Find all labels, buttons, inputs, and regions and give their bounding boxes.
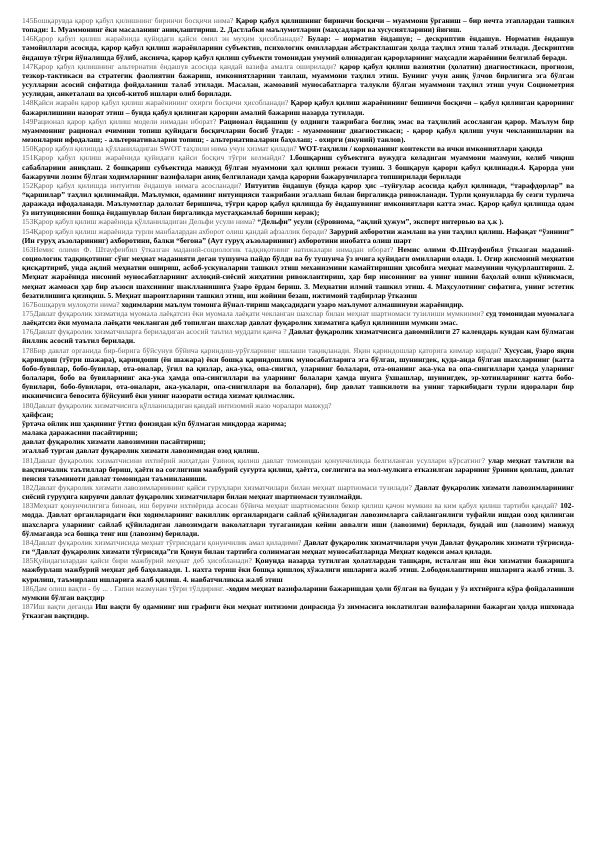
answer-text: 102-модда. Давлат органларидаги ёки ходимларнинг вакиллик органларидаги сайлаб қўйиладиган лавозимларга сайланганлиги туфайли ишдан озод қилинган шахсларга уларнинг сайлаб қўйиладиган лавозимдаги ваколатлари тугаганидан кейин аввалги иши (лавозими) берилади, бундай иш (лавозим) мавжуд бўлмаганда эса бошқа тенг иш (лавозим) берилади. (22, 501, 574, 538)
answer-list-item: ҳайфсан; (22, 409, 54, 419)
question-text: 153Қарор қабул қилиш жараёнида қўлланиладиган Дельфи усули нима? (22, 217, 256, 227)
question-text: 167Бошқарув мулоқоти нима? (22, 299, 120, 309)
answer-text: қарор қабул қилиш вазиятни (ҳолатни) диагностикаси, прогнози, тезкор-тактикаси ва стратегик фаолиятни бажариш, имкониятларини танлаш, муаммони таҳлил этиш. Бунинг учун аниқ ўлчов бирлигига эга бўлган усулларни асосий сифатида фойдаланиш талаб этилади. Масалан, жамоавий муносабатларга талукли бўлган муаммони таҳлил этиш учун Социометрия усулидан, анкеталаш ва ҳисоб-китоб ишлари олиб борилади. (22, 61, 574, 99)
answer-text: Давлат фуқаролик хизмати лавозимларининг сиёсий гуруҳига кирувчи давлат фуқаролик хизматчилари билан меҳнат шартномаси тузилмайди. (22, 482, 574, 502)
qa-entry (22, 227, 574, 245)
answer-text: Зарурий ахборотни жамлаш ва уни таҳлил қилиш. Нафақат “ўзининг” (Ин гуруҳ аъзоларининг) ахборотини, балки “бегона” (Аут гуруҳ аъзоларининг) ахборотини инобатга олиш шарт (22, 226, 574, 245)
answer-text: Қарор қабул қилиш жараёнининг бешинчи босқичи – қабул қилинган қарорнинг бажарилишини назорат этиш – бунда қабул қилинган қарорни амалий бажариш назарда тутилади. (22, 98, 574, 117)
answer-text: Давлат фуқаролик хизматчисига давомийлиги 27 календарь кундан кам бўлмаган йиллик асосий таътил берилади. (22, 327, 575, 346)
qa-entry (22, 62, 574, 99)
answer-list-item: эгаллаб турган давлат фуқаролик хизмати лавозимидан озод қилиш. (22, 446, 260, 456)
question-text: 146Қарор қабул қилиш жараёнида қуйидаги қайси омил эн муҳим ҳисобланади? (22, 34, 304, 44)
question-text: 180Давлат фуқаролик хизматчисига қўлланиладиган қандай интизомий жазо чоралари мавжуд? (22, 400, 332, 410)
qa-entry (22, 144, 574, 153)
question-text: 163Немис олими Ф. Штауфенбил ўтказган маданий-социологик тадқиқотнинг натижалари нимадан иборат? (22, 244, 394, 254)
qa-entry (22, 401, 574, 410)
answer-text: -ходим меҳнат вазифаларини бажаришдан ҳоли бўлган ва бундан у ўз ихтиёрига кўра фойдаланиши мумкин бўлган вақтдир (22, 583, 574, 602)
answer-text: Давлат фуқаролик хизматчилари учун Давлат фуқаролик хизмати тўғрисида-ги “Давлат фуқаролик хизмати тўғрисида”ги Қонун билан тартибга солинмаган меҳнат муносабатларида Меҳнат кодекси амал қилади. (22, 537, 575, 557)
answer-text: Немис олими Ф.Штауфенбил ўтказган маданий-социологик тадқиқотнинг сўнг меҳнат маданияти деган тушунча пайдо бўлди ва бу тушунча ўз ичига қуйидаги омилларни олади. 1. Огир жисмоний меҳнатни қисқартириб, унда ақлий меҳнатни ошириш, асбоб-ускуналарни ташкил этиш механизмини камайтиришни ҳисобига меҳнат мазмунини чуқурлаштириш. 2. Меҳнат жараёнида инсоний муносабатларнинг ахлоқий-сиёсий жиҳатини ривожлантириш, ҳар бир инсоннинг ва унинг ишини баҳолай олиш кўникмаси, меҳнат жамоаси ҳар бир аъзоси шахсининг шаклланишига ўзаро ёрдам бериш. 3. Меҳнатни илмий ташкил этиш. 4. Маҳсулотнинг сифатига, унинг эстетик безатилишига қизиқиш. 5. Меҳнат шароитларини ташкил этиш, иш жойини безаш, ижтимоий тадбирлар ўтказиш (22, 244, 574, 300)
answer-text: улар меҳнат таътили ва вақтинчалик таътиллар бериш, ҳаёти ва соғлигини мажбурий суғурта қилиш, ҳаётга, соғлигига ва мол-мулкига етказилган зарарнинг ўрнини қоплаш, давлат пенсия таъминоти давлат томонидан таъминланиши. (22, 455, 575, 483)
question-text: 182Давлат фуқаролик хизмати лавозимлариининг қайси гуруҳлари хизматчилари билан меҳнат шартномаси тузилади? (22, 482, 412, 492)
qa-entry (22, 602, 574, 620)
question-text: 178Бир давлат органида бир-бирига бўйсунув бўйича қариндош-урўғларнинг ишлаши тақиқланади. Яқин қариндошлар қаторига кимлар киради? (22, 345, 502, 355)
answer-text: Рационал ёндашиш (у олдинги тажрибага боғлиқ эмас ва таҳлилий асосланган қарор. Маълум бир муаммонинг рационал ечимини топиш қуйидаги босқичларни босиб ўтади: - муаммонинг диагностикаси; - қарор қабул қилиш учун чекланишларни ва мезонларни ифодалаш; - альтернативаларни топиш; - альтернативаларни баҳолаш; - охирги (якуний) танлов). (22, 116, 574, 145)
question-text: 147Қарор қабул қилишнинг альтернатив ёндашув асосида қандай вазифа амалга оширилади? (22, 61, 337, 71)
question-text: 185Қуйидагилардан қайси бири мажбурий меҳнат деб ҳисобланади? (22, 556, 252, 566)
qa-entry (22, 153, 574, 180)
answer-list-item: малака даражасини пасайтириш; (22, 428, 138, 438)
answer-text: суд томонидан муомалага лаёқатсиз ёки муомала лаёқати чекланган деб топилган шахслар давлат фуқаролик хизматига қабул қилиниши мумкин эмас. (22, 309, 574, 328)
question-text: 152Қарор қабул қилишда интуитив ёндашув нимага асосланади? (22, 180, 242, 190)
answer-text: “Дельфи” усули (сўровнома, “ақлий ҳужум”, эксперт интервью ва ҳ.к ). (257, 217, 504, 227)
question-text: 184Давлат фуқаролик хизматчисида меҳнат тўғрисидаги қонунчилик амал қиладими? (22, 537, 302, 547)
question-text: 151Қарор қабул қилиш жараёнида қуйидаги қайси босқич тўғри келмайди? (22, 153, 286, 163)
qa-entry (22, 309, 574, 327)
question-text: 154Қарор қабул қилиш жараёнида турли манбалардан ахборот олиш қандай афзаллик беради? (22, 226, 328, 236)
answer-text: Иш вақти бу одамнинг иш графиги ёки меҳнат интизоми доирасида ўз зиммасига юклатилган вазифаларини бажарган ҳолда ишхонада ўтказган вақтидир. (22, 602, 574, 621)
question-text: 181Давлат фуқаролик хизматчисини ихтиёрий жиҳатдан ўзиноқ қилиш давлат томонидан қонунчиликда белгиланган усуллари кўрсатинг? (22, 455, 485, 465)
qa-entry (22, 16, 574, 34)
qa-entry (22, 181, 574, 218)
qa-entry (22, 117, 574, 144)
qa-entry (22, 501, 574, 538)
question-text: 183Меҳнат қонунчилигига биноан, иш берувчи ихтиёрида асосан бўйича меҳнат шартномасини бекор қилиш қачон мумкин ва ким қабул қилиш тартиби қандай? (22, 501, 558, 511)
question-text: 175Давлат фуқаролик хизматида муомала лаёқатсиз ёки муомала лаёқати чекланган шахслар билан меҳнат шартномаси тузилиши мумкинми? (22, 309, 484, 318)
answer-text: WOT-таҳлили / корхонанинг контексти ва ички имкониятлари ҳақида (298, 144, 543, 154)
answer-text: 1.бошқариш субъектига вужудга келадиган муаммони мазмуни, келиб чиқиш сабабларини аниқлаш. 2 бошқариш субъектида мавжуд бўлган муаммони ҳал қилиш режаси тузиш. 3 бошқарув қарори қабул қилинади.4. Қарорда уни бажарувчи лозим бўлган ходимларнинг вазифалари аниқ белгиланади ҳамда қарорни бажарувчиларга топширилади берилади (22, 153, 575, 181)
answer-text: Хусусан, ўзаро яқин қариндош (тўғри шажара), қариндоши (ён шажара) ёки бошқа қариндошлик муносабатларига эга бўлган, шунингдек, қуда-анда бўлган шахсларнинг (катта бобо-бувилар, бобо-бувилар, ота-оналар, ўғил ва қизлар, ака-ука, опа-сингил, уларнинг болалари, ота-онанинг ака-ука ва опа-сингиллари ҳамда уларнинг болалари, бобо ва бувиларнинг ака-ука ҳамда опа-сингиллари ва уларнинг болалари ҳамда шунга ўхшашлар, шунингдек, эр-хотинларнинг катта бобо-бувилари, бобо-бувилари, ота-оналари, ака-укалари, опа-сингиллари ва болалари), бир давлат ташкилоти ва унинг таркибидаги турли идоралари бир иккинчисига бевосита бўйсуниб ёки унинг назорати остида хизмат қилмаслик. (22, 345, 574, 401)
qa-entry (22, 245, 574, 300)
answer-text: Қарор қабул қилишнинг биринчи босқичи – муаммони ўрганиш – бир нечта этаплардан ташкил топади: 1. Муаммонинг ёки масаланинг аниқлаштириш. 2. Дастлабки маълумотларни (маҳсадлари ва хусусиятларини) йиғиш. (22, 16, 575, 35)
qa-entry (22, 217, 574, 226)
qa-entry (22, 346, 574, 401)
question-text: 145Бошқарувда қарор қабул қилишнинг биринчи босқичи нима? (22, 16, 234, 25)
question-text: 148Қайси жараён қарор қабул қилиш жараёнининг охирги босқичи ҳисобланади? (22, 98, 289, 108)
qa-entry (22, 584, 574, 602)
answer-text: Булар: – норматив ёндашув; – дескриптив ёндашув. Норматив ёндашув тамойиллари асосида, қарор қабул қилиш жараёнларини субъектив, психологик омиллардан абстрактлашган ҳолда таҳлил этиш талаб этилади. Дескриптив ёндашув тўғри йўналишда бўлиб, аксинча, қарор қабул қилиш субъекти томонидан умумий олинадиган қарорларнинг маҳсадли жараёнини белгилаб беради. (22, 34, 574, 62)
question-text: 186Дам олиш вақти - бу ... . Гапни мазмунан тўғри тўлдиринг. (22, 583, 225, 593)
qa-entry (22, 483, 574, 501)
qa-entry (22, 556, 574, 583)
question-text: 149Рационал қарор қабул қилиш модели нимадан иборат? (22, 116, 217, 126)
answer-text: Интуитив ёндашув (бунда қарор ҳис –туйғулар асосида қабул қилинади, “тарафдорлар” ва “қаршилар” таҳлил қилинмайди. Маълумки, одамнинг интуицияси тажрибани эгаллаш билан биргаликда ривожланади. Турли қонунларда бу сезги турлича даражада ифодаланади. Маълумотлар далолат беришича, тўғри қарор қабул қилишда бу ёндашувнинг имкониятлари катта эмас. Қарор қабул қилишда одам ўз интуициясини бошқа ёндашувлар билан биргаликда мустаҳкамлаб бориши керак); (22, 180, 574, 218)
qa-entry (22, 98, 574, 116)
qa-entry (22, 300, 574, 309)
qa-entry (22, 327, 574, 345)
answer-text: ходимларни маълум томонга йўнал-тириш мақсадидаги узаро маълумот алмашинуви жараёнидир. (121, 299, 464, 309)
question-text: 187Иш вақти деганда (22, 602, 93, 611)
qa-entry (22, 34, 574, 61)
answer-list-item: давлат фуқаролик хизмати лавозимини пасайтириш; (22, 437, 206, 447)
answer-list-item: ўртача ойлик иш ҳақининг ўттиз фоизидан кўп бўлмаган миқдорда жарима; (22, 418, 287, 428)
qa-entry (22, 456, 574, 483)
qa-entry (22, 538, 574, 556)
question-text: 150Қарор қабул қилишда қўлланиладиган SWOT таҳлили нима учун хизмат қилади? (22, 144, 297, 154)
question-text: 176Давлат фуқаролик хизматчиларга бериладиган асосий таътил муддати қанча ? (22, 327, 287, 337)
answer-text: Қонунда назарда тутилган ҳолатлардан ташқари, исталган иш ёки хизматни бажаришга мажбурлаш мажбурий меҳнат деб баҳоланади. 1. нахта териш ёки бошқа қишлоқ хўжалиги ишларига жалб этиш. 2.ободонлаштириш ишларига жалб этиш. 3. курилиш, таъмирлаш ишларига жалб қилиш. 4. навбатчиликка жалб этиш (22, 556, 574, 584)
